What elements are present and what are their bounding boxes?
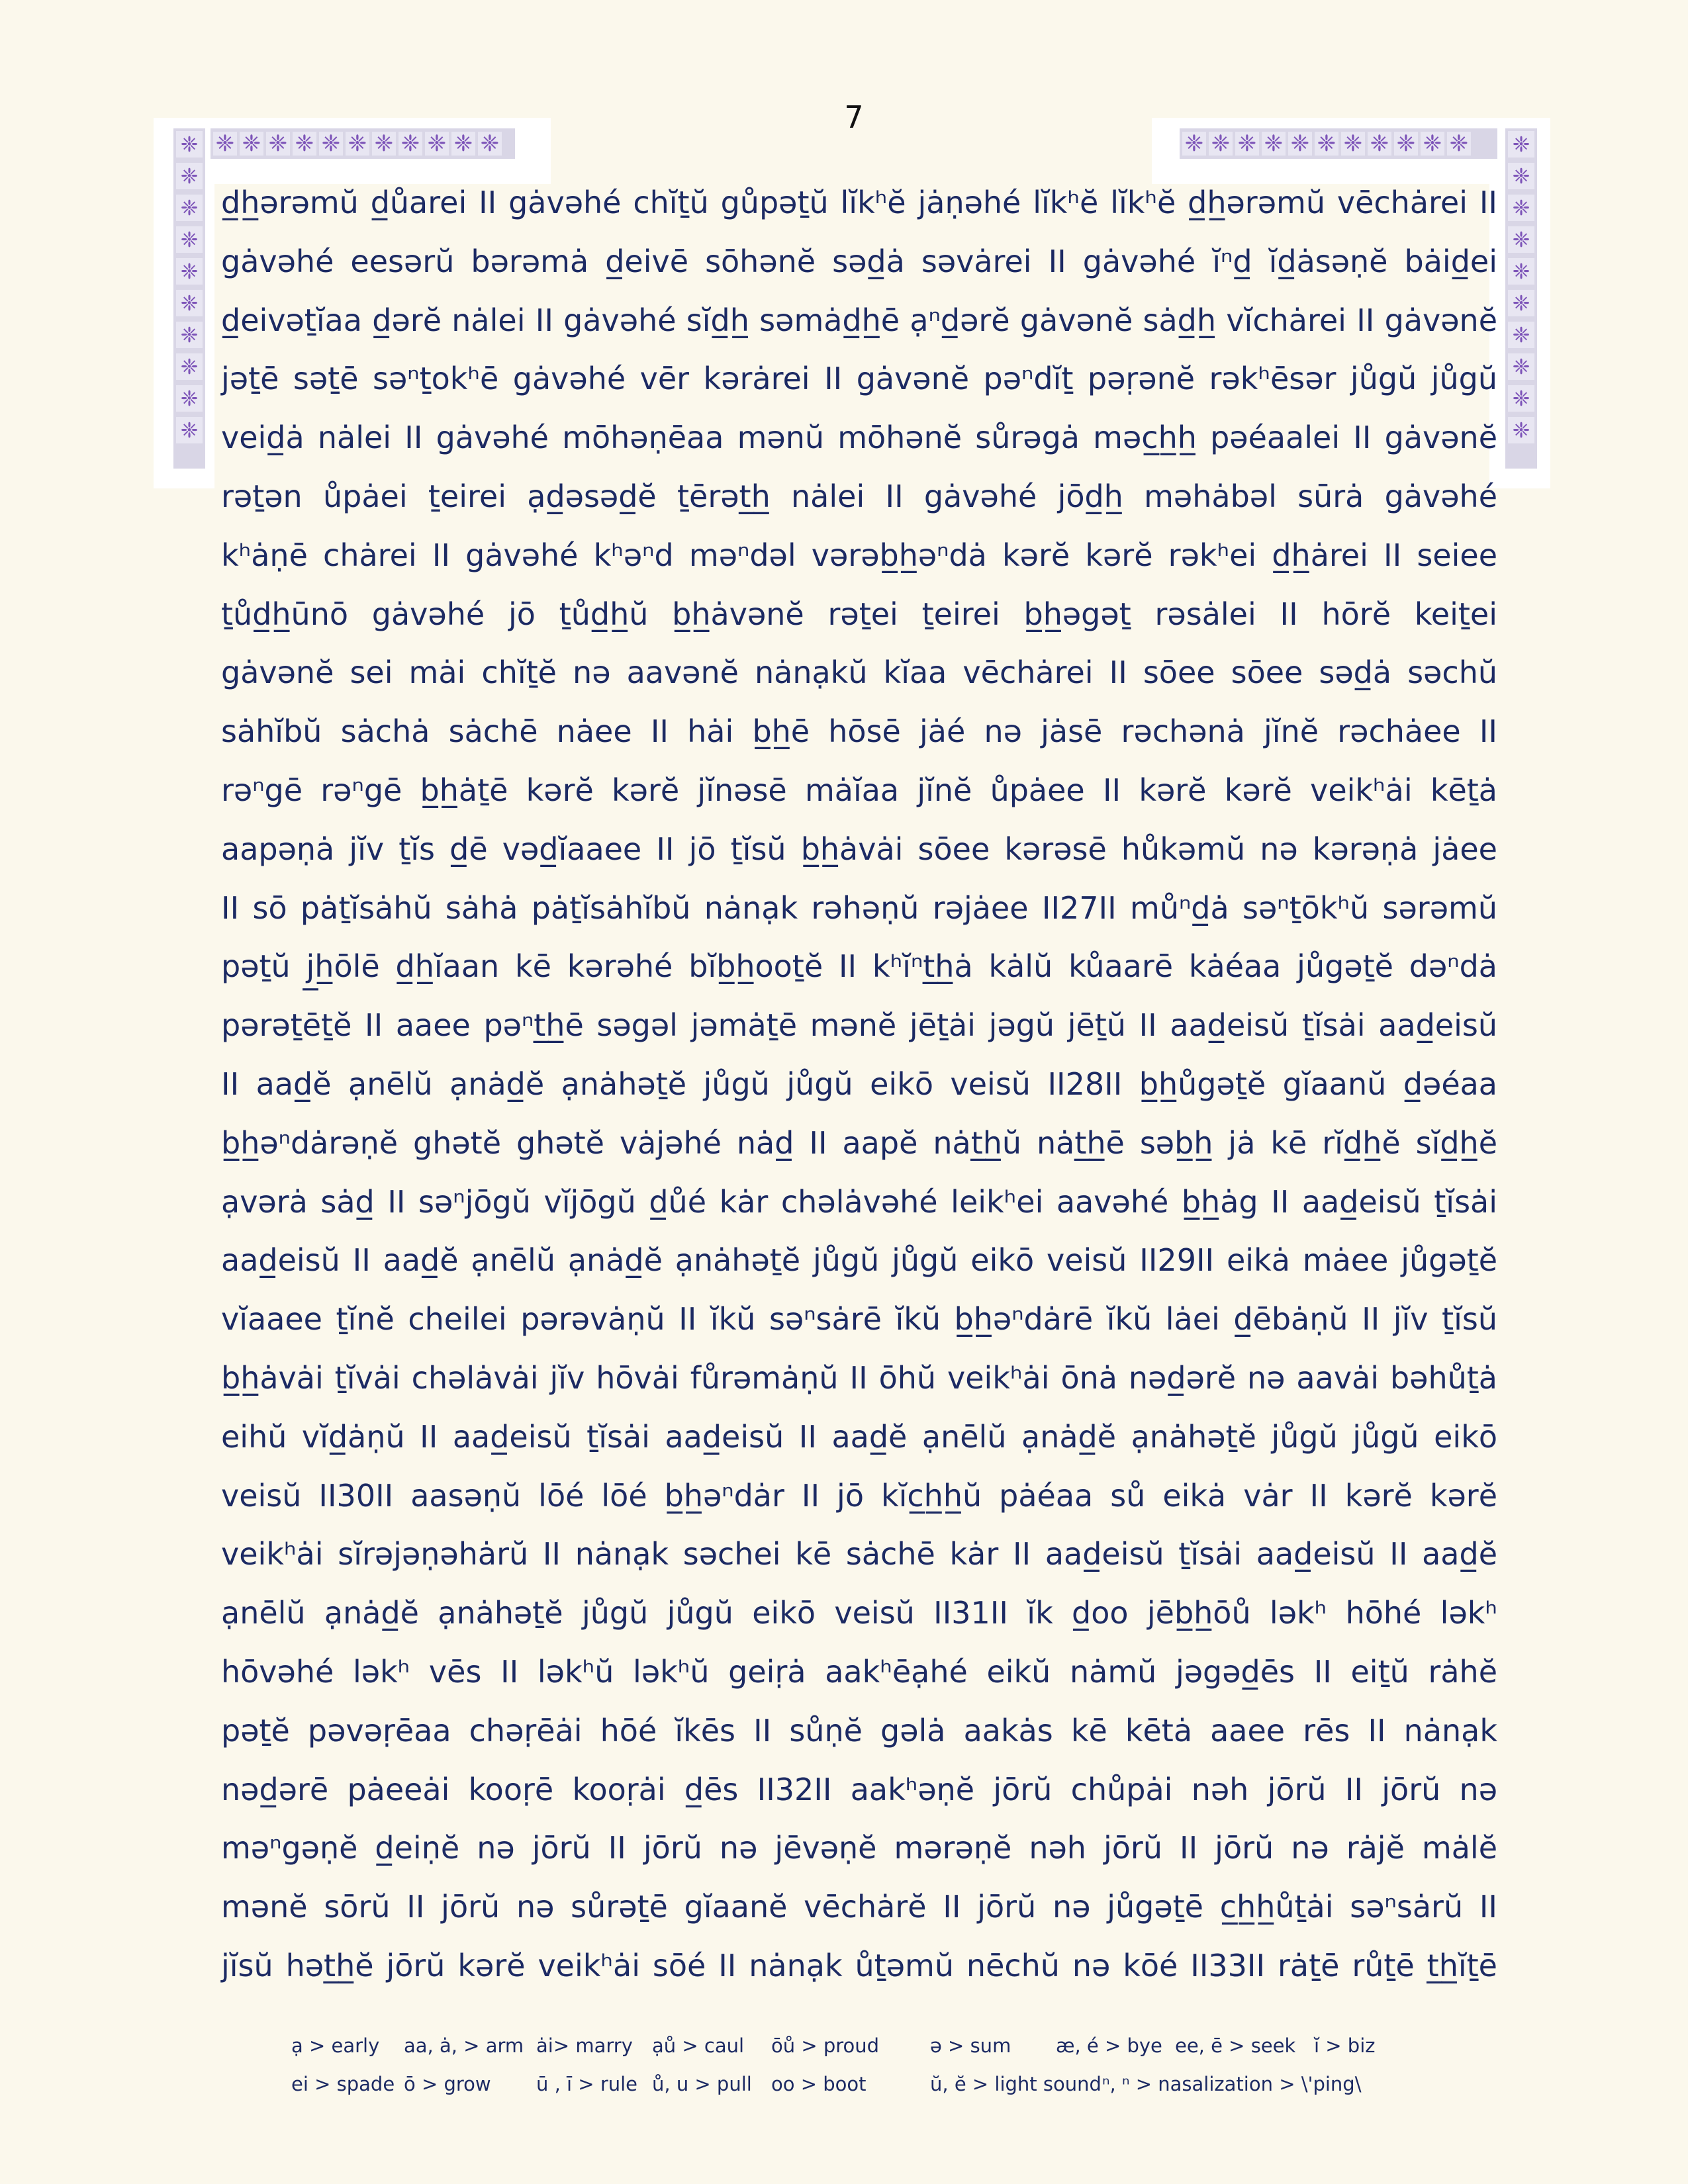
text-line: gȧvənĕ sei mȧi chĭṯĕ nə aavənĕ nȧnạkŭ kĭaa vēchȧrei II sōee sōee səd̲ȧ səchŭ [221, 655, 1497, 691]
legend-item: ō > grow [404, 2073, 491, 2095]
ornament-glyph-icon: ❈ [319, 132, 343, 156]
ornament-glyph-icon: ❈ [1508, 258, 1534, 285]
text-line: d̲eivəṯĭaa d̲ərĕ nȧlei II gȧvəhé sĭd̲h̲ səmȧd̲h̲ē ạⁿd̲ərĕ gȧvənĕ sȧd̲h̲ vĭchȧrei II gȧvənĕ [221, 302, 1497, 338]
ornament-border-right [1505, 128, 1537, 469]
ornament-glyph-icon: ❈ [293, 132, 316, 156]
ornament-glyph-icon: ❈ [1315, 132, 1338, 156]
ornament-glyph-icon: ❈ [1508, 131, 1534, 158]
ornament-glyph-icon: ❈ [176, 163, 203, 189]
ornament-glyph-icon: ❈ [478, 132, 502, 156]
ornament-glyph-icon: ❈ [1508, 322, 1534, 348]
text-line: veisŭ II30II aasəṇŭ lōé lōé b̲h̲əⁿdȧr II jō kĭc̲h̲h̲ŭ pȧéaa sů eikȧ vȧr II kərĕ kərĕ [221, 1477, 1497, 1514]
text-line: veikʰȧi sĭrəjəṇəhȧrŭ II nȧnạk səchei kē sȧchē kȧr II aad̲eisŭ ṯĭsȧi aad̲eisŭ II aad̲ĕ [221, 1536, 1497, 1572]
text-line: ạvərȧ sȧd̲ II səⁿjōgŭ vĭjōgŭ d̲ůé kȧr chəlȧvəhé leikʰei aavəhé b̲h̲ȧg II aad̲eisŭ ṯĭsȧi [221, 1183, 1497, 1220]
ornament-glyph-icon: ❈ [240, 132, 263, 156]
legend-item: ȧi> marry [536, 2034, 633, 2057]
ornament-glyph-icon: ❈ [176, 258, 203, 285]
legend-item: ⁿ, ⁿ > nasalization > \'ping\ [1102, 2073, 1362, 2095]
ornament-glyph-icon: ❈ [176, 417, 203, 443]
ornament-border-top-right [1180, 128, 1497, 159]
legend-item: aa, ȧ, > arm [404, 2034, 524, 2057]
ornament-glyph-icon: ❈ [176, 226, 203, 253]
ornament-glyph-icon: ❈ [1235, 132, 1259, 156]
ornament-glyph-icon: ❈ [1421, 132, 1444, 156]
ornament-glyph-icon: ❈ [176, 322, 203, 348]
text-line: vĭaaee ṯĭnĕ cheilei pərəvȧṇŭ II ĭkŭ səⁿsȧrē ĭkŭ b̲h̲əⁿdȧrē ĭkŭ lȧei d̲ēbȧṇŭ II jĭv ṯĭsŭ [221, 1301, 1497, 1338]
page-number: 7 [844, 99, 864, 135]
pronunciation-legend [291, 2026, 1456, 2103]
legend-item: æ, é > bye [1056, 2034, 1162, 2057]
text-line: aapəṇȧ jĭv ṯĭs d̲ē vəd̲ĭaaee II jō ṯĭsŭ b̲h̲ȧvȧi sōee kərəsē hůkəmŭ nə kərəṇȧ jȧee [221, 831, 1497, 867]
text-line: mənĕ sōrŭ II jōrŭ nə sůrəṯē gĭaanĕ vēchȧrĕ II jōrŭ nə jůgəṯē c̲h̲h̲ůṯȧi səⁿsȧrŭ II [221, 1889, 1497, 1925]
text-line: II sō pȧṯĭsȧhŭ sȧhȧ pȧṯĭsȧhĭbŭ nȧnạk rəhəṇŭ rəjȧee II27II můⁿd̲ȧ səⁿṯōkʰŭ sərəmŭ [221, 889, 1497, 926]
text-line: eihŭ vĭd̲ȧṇŭ II aad̲eisŭ ṯĭsȧi aad̲eisŭ II aad̲ĕ ạnēlŭ ạnȧd̲ĕ ạnȧhəṯĕ jůgŭ jůgŭ eikō [221, 1418, 1497, 1455]
text-line: hōvəhé ləkʰ vēs II ləkʰŭ ləkʰŭ geiṛȧ aakʰēạhé eikŭ nȧmŭ jəgəd̲ēs II eiṯŭ rȧhĕ [221, 1653, 1497, 1690]
ornament-glyph-icon: ❈ [425, 132, 449, 156]
ornament-glyph-icon: ❈ [1341, 132, 1365, 156]
legend-item: ạů > caul [652, 2034, 745, 2057]
ornament-glyph-icon: ❈ [1288, 132, 1312, 156]
ornament-glyph-icon: ❈ [1508, 290, 1534, 316]
ornament-glyph-icon: ❈ [176, 131, 203, 158]
legend-item: ū , ī > rule [536, 2073, 638, 2095]
text-line: veid̲ȧ nȧlei II gȧvəhé mōhəṇēaa mənŭ mōhənĕ sůrəgȧ məc̲h̲h̲ pəéaalei II gȧvənĕ [221, 420, 1497, 456]
text-line: pəṯŭ j̲h̲ōlē d̲h̲ĭaan kē kərəhé bĭb̲h̲ooṯĕ II kʰĭⁿt̲h̲ȧ kȧlŭ kůaarē kȧéaa jůgəṯĕ dəⁿdȧ [221, 948, 1497, 985]
scripture-text [221, 173, 1497, 1995]
text-line: kʰȧṇē chȧrei II gȧvəhé kʰəⁿd məⁿdəl vərəb̲h̲əⁿdȧ kərĕ kərĕ rəkʰei d̲h̲ȧrei II seiee [221, 537, 1497, 573]
ornament-glyph-icon: ❈ [1508, 195, 1534, 221]
text-line: rəṯən ůpȧei ṯeirei ạd̲əsəd̲ĕ ṯērət̲h̲ nȧlei II gȧvəhé jōd̲h̲ məhȧbəl sūrȧ gȧvəhé [221, 478, 1497, 514]
legend-item: ů, u > pull [652, 2073, 752, 2095]
ornament-glyph-icon: ❈ [1508, 417, 1534, 443]
text-line: II aad̲ĕ ạnēlŭ ạnȧd̲ĕ ạnȧhəṯĕ jůgŭ jůgŭ eikō veisŭ II28II b̲h̲ůgəṯĕ gĭaanŭ d̲əéaa [221, 1066, 1497, 1102]
text-line: jəṯē səṯē səⁿṯokʰē gȧvəhé vēr kərȧrei II gȧvənĕ pəⁿdĭṯ pəṛənĕ rəkʰēsər jůgŭ jůgŭ [221, 361, 1497, 397]
ornament-glyph-icon: ❈ [266, 132, 290, 156]
legend-row-2 [291, 2065, 1456, 2103]
legend-item: ə > sum [930, 2034, 1011, 2057]
ornament-glyph-icon: ❈ [213, 132, 237, 156]
ornament-glyph-icon: ❈ [1182, 132, 1206, 156]
ornament-border-top-left [211, 128, 515, 159]
ornament-glyph-icon: ❈ [1508, 226, 1534, 253]
ornament-glyph-icon: ❈ [1447, 132, 1471, 156]
text-line: ạnēlŭ ạnȧd̲ĕ ạnȧhəṯĕ jůgŭ jůgŭ eikō veisŭ II31II ĭk d̲oo jēb̲h̲ōů ləkʰ hōhé ləkʰ [221, 1595, 1497, 1631]
text-line: pərəṯēṯĕ II aaee pəⁿt̲h̲ē səgəl jəmȧṯē mənĕ jēṯȧi jəgŭ jēṯŭ II aad̲eisŭ ṯĭsȧi aad̲eisŭ [221, 1007, 1497, 1044]
ornament-glyph-icon: ❈ [1262, 132, 1286, 156]
ornament-glyph-icon: ❈ [176, 290, 203, 316]
text-line: sȧhĭbŭ sȧchȧ sȧchē nȧee II hȧi b̲h̲ē hōsē jȧé nə jȧsē rəchənȧ jĭnĕ rəchȧee II [221, 713, 1497, 750]
legend-item: ĭ > biz [1314, 2034, 1376, 2057]
ornament-glyph-icon: ❈ [1508, 385, 1534, 412]
ornament-glyph-icon: ❈ [176, 195, 203, 221]
ornament-glyph-icon: ❈ [399, 132, 422, 156]
ornament-glyph-icon: ❈ [176, 353, 203, 380]
legend-item: ạ > early [291, 2034, 380, 2057]
ornament-glyph-icon: ❈ [1508, 353, 1534, 380]
legend-item: ei > spade [291, 2073, 395, 2095]
legend-item: oo > boot [771, 2073, 867, 2095]
text-line: pəṯĕ pəvəṛēaa chəṛēȧi hōé ĭkēs II sůṇĕ gəlȧ aakȧs kē kētȧ aaee rēs II nȧnạk [221, 1712, 1497, 1749]
ornament-border-left [173, 128, 205, 469]
text-line: gȧvəhé eesərŭ bərəmȧ d̲eivē sōhənĕ səd̲ȧ səvȧrei II gȧvəhé ĭⁿd̲ ĭd̲ȧsəṇĕ bȧid̲ei [221, 243, 1497, 279]
ornament-glyph-icon: ❈ [176, 385, 203, 412]
text-line: məⁿgəṇĕ d̲eiṇĕ nə jōrŭ II jōrŭ nə jēvəṇĕ mərəṇĕ nəh jōrŭ II jōrŭ nə rȧjĕ mȧlĕ [221, 1830, 1497, 1866]
text-line: d̲h̲ərəmŭ d̲ůarei II gȧvəhé chĭṯŭ gůpəṯŭ lĭkʰĕ jȧṇəhé lĭkʰĕ lĭkʰĕ d̲h̲ərəmŭ vēchȧrei II [221, 185, 1497, 220]
ornament-glyph-icon: ❈ [451, 132, 475, 156]
text-line: aad̲eisŭ II aad̲ĕ ạnēlŭ ạnȧd̲ĕ ạnȧhəṯĕ jůgŭ jůgŭ eikō veisŭ II29II eikȧ mȧee jůgəṯĕ [221, 1242, 1497, 1279]
text-line: nəd̲ərē pȧeeȧi kooṛē kooṛȧi d̲ēs II32II aakʰəṇĕ jōrŭ chůpȧi nəh jōrŭ II jōrŭ nə [221, 1771, 1497, 1807]
legend-item: ee, ē > seek [1175, 2034, 1296, 2057]
ornament-glyph-icon: ❈ [1508, 163, 1534, 189]
text-line: b̲h̲əⁿdȧrəṇĕ ghətĕ ghətĕ vȧjəhé nȧd̲ II aapĕ nȧt̲h̲ŭ nȧt̲h̲ē səb̲h̲ jȧ kē rĭd̲h̲ĕ sĭd̲h̲ĕ [221, 1124, 1497, 1161]
legend-item: ŭ, ĕ > light sound [930, 2073, 1102, 2095]
ornament-glyph-icon: ❈ [372, 132, 396, 156]
ornament-glyph-icon: ❈ [1394, 132, 1418, 156]
ornament-glyph-icon: ❈ [1368, 132, 1391, 156]
ornament-glyph-icon: ❈ [346, 132, 369, 156]
text-line: jĭsŭ hət̲h̲ĕ jōrŭ kərĕ veikʰȧi sōé II nȧnạk ůṯəmŭ nēchŭ nə kōé II33II rȧṯē růṯē t̲h̲ĭṯē [221, 1947, 1497, 1983]
legend-row-1 [291, 2026, 1456, 2065]
text-line: ṯůd̲h̲ūnō gȧvəhé jō ṯůd̲h̲ŭ b̲h̲ȧvənĕ rəṯei ṯeirei b̲h̲əgəṯ rəsȧlei II hōrĕ keiṯei [221, 596, 1497, 632]
text-line: b̲h̲ȧvȧi ṯĭvȧi chəlȧvȧi jĭv hōvȧi fůrəmȧṇŭ II ōhŭ veikʰȧi ōnȧ nəd̲ərĕ nə aavȧi bəhůṯȧ [221, 1359, 1497, 1396]
ornament-glyph-icon: ❈ [1209, 132, 1233, 156]
legend-item: ōů > proud [771, 2034, 880, 2057]
text-line: rəⁿgē rəⁿgē b̲h̲ȧṯē kərĕ kərĕ jĭnəsē mȧĭaa jĭnĕ ůpȧee II kərĕ kərĕ veikʰȧi kēṯȧ [221, 772, 1497, 808]
